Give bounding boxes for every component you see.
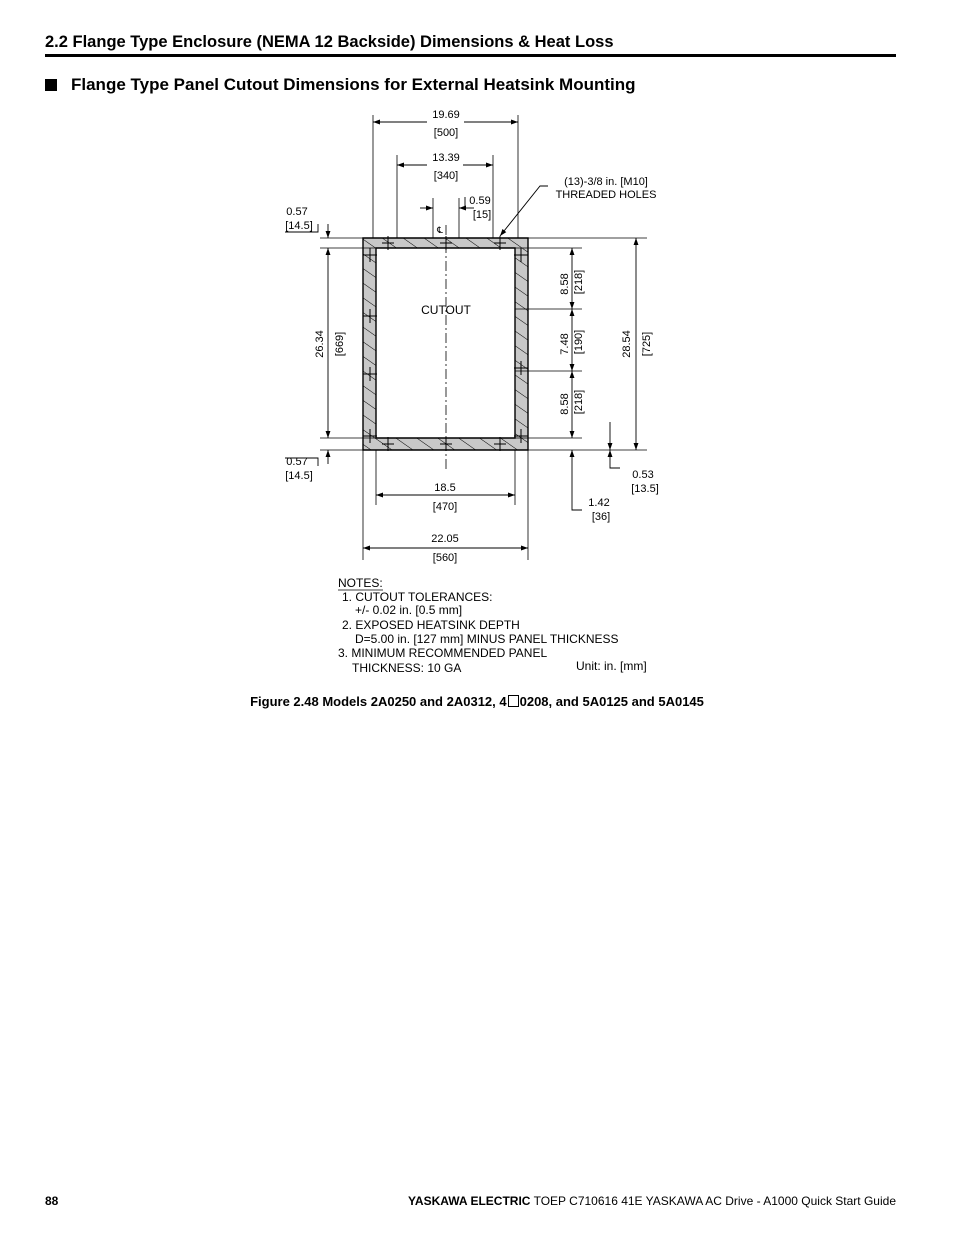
footer-doc-info [408,1194,896,1208]
dim-total-width-mm: [560] [432,552,458,564]
caption-suffix: 0208, and 5A0125 and 5A0145 [519,694,704,709]
dim-inner-width-mm: [340] [433,170,459,182]
box-placeholder-icon [508,695,519,707]
dim-seg2-mm: [190] [573,329,585,355]
notes-heading: NOTES: [338,576,383,590]
dim-seg1-in: 8.58 [559,273,571,295]
dim-bottom-margin-mm: [14.5] [285,470,313,482]
dim-total-height-in: 28.54 [621,330,633,358]
dim-seg2-in: 7.48 [559,333,571,355]
dim-total-height-mm: [725] [641,331,653,357]
threaded-hole-marks [363,236,528,451]
dim-left-height-mm: [669] [334,331,346,357]
dim-offset-in: 0.59 [469,195,491,207]
figure-caption [0,694,954,709]
dim-inner-width-in: 13.39 [432,152,460,164]
dim-left-height-in: 26.34 [314,330,326,358]
dim-flange-mm: [13.5] [631,483,659,495]
note1-line1: 1. CUTOUT TOLERANCES: [342,590,493,604]
dim-side-mm: [36] [591,511,611,523]
footer-brand: YASKAWA ELECTRIC [408,1194,531,1208]
note1-line2: +/- 0.02 in. [0.5 mm] [355,603,463,617]
threaded-holes-line2: THREADED HOLES [555,189,657,201]
dim-cutout-width-mm: [470] [432,501,458,513]
note3-line1: 3. MINIMUM RECOMMENDED PANEL [338,646,548,660]
dim-flange-in: 0.53 [632,469,654,481]
unit-label: Unit: in. [mm] [576,659,647,673]
threaded-holes-line1: (13)-3/8 in. [M10] [564,176,648,188]
dim-bottom-margin-in: 0.57 [286,456,308,468]
dim-seg1-mm: [218] [573,269,585,295]
page-number: 88 [45,1194,59,1208]
dim-offset-mm: [15] [472,209,492,221]
note2-line2: D=5.00 in. [127 mm] MINUS PANEL THICKNESS [355,632,619,646]
dim-side-in: 1.42 [588,497,610,509]
dim-total-width-in: 22.05 [431,533,459,545]
dim-cutout-width-in: 18.5 [434,482,456,494]
caption-prefix: Figure 2.48 Models 2A0250 and 2A0312, 4 [250,694,507,709]
section-title: 2.2 Flange Type Enclosure (NEMA 12 Backside) Dimensions & Heat Loss [45,33,614,51]
centerline-symbol: ℄ [437,225,443,235]
footer-doc-text: TOEP C710616 41E YASKAWA AC Drive - A1000 Quick Start Guide [530,1194,896,1208]
flange-frame [363,238,528,450]
dim-overall-width-mm: [500] [433,127,459,139]
subsection-title: Flange Type Panel Cutout Dimensions for External Heatsink Mounting [71,75,636,94]
dim-top-margin-mm: [14.5] [285,220,313,232]
note2-line1: 2. EXPOSED HEATSINK DEPTH [342,618,520,632]
note3-line2: THICKNESS: 10 GA [352,661,462,675]
dim-seg3-mm: [218] [573,389,585,415]
dim-seg3-in: 8.58 [559,393,571,415]
cutout-label: CUTOUT [421,303,471,317]
dim-overall-width-in: 19.69 [432,109,460,121]
dim-top-margin-in: 0.57 [286,206,308,218]
